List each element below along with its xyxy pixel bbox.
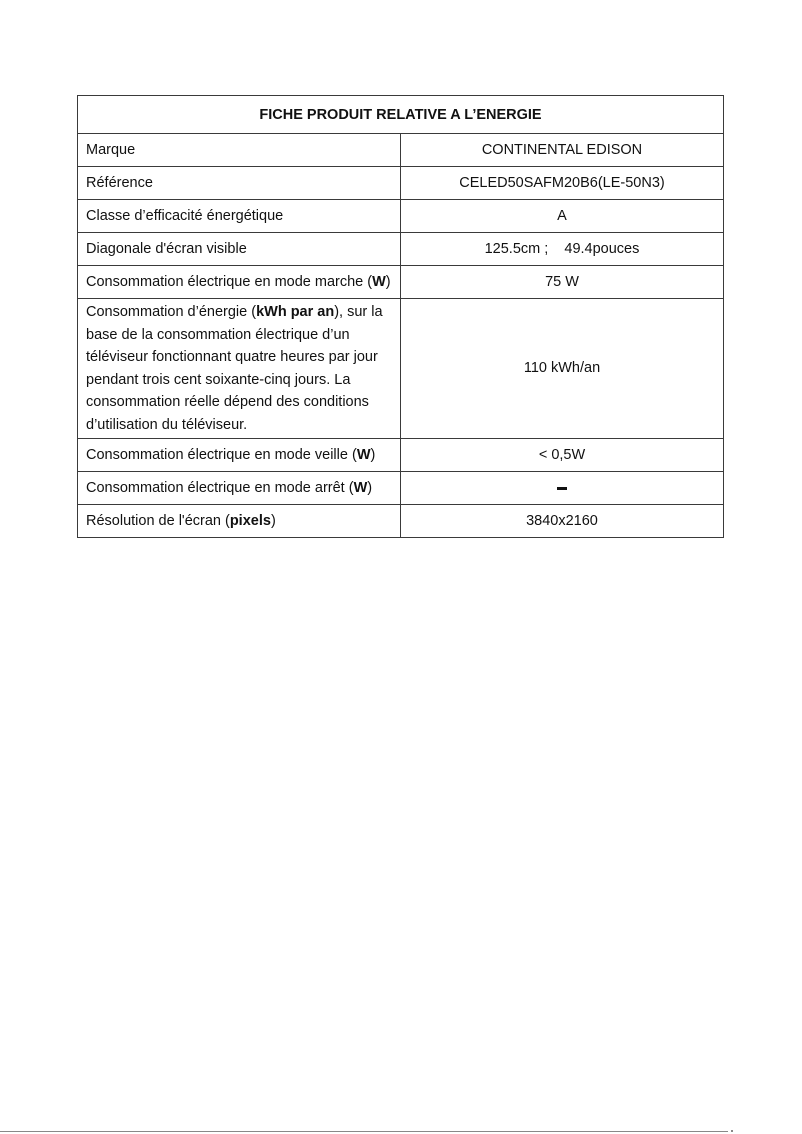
table-row: [78, 299, 724, 439]
footer-rule: [0, 1131, 728, 1132]
row-value-off-mode-power: [401, 472, 724, 505]
label-text-pre: Consommation électrique en mode veille (: [86, 447, 357, 463]
row-label-reference: Référence: [78, 167, 401, 200]
row-value-standby-power: < 0,5W: [401, 439, 724, 472]
dash-icon: [557, 487, 567, 490]
label-text-pre: Consommation électrique en mode marche (: [86, 274, 373, 290]
row-label-on-mode-power: [78, 266, 401, 299]
sheet-header-row: [78, 96, 724, 134]
table-row: [78, 505, 724, 538]
footer-dot: [731, 1130, 733, 1132]
table-row: [78, 439, 724, 472]
row-value-screen-diagonal: [401, 233, 724, 266]
row-value-energy-class: A: [401, 200, 724, 233]
label-text-bold: W: [372, 274, 386, 290]
label-text-pre: Consommation d’énergie (: [86, 304, 257, 320]
label-text-post: ): [367, 480, 373, 496]
label-text-pre: Consommation électrique en mode arrêt (: [86, 480, 354, 496]
table-row: [78, 266, 724, 299]
screen-diagonal-text: 125.5cm ; 49.4pouces: [484, 241, 640, 257]
label-text-post: ): [370, 447, 376, 463]
table-row: [78, 200, 724, 233]
label-text-post: ), sur la base de la consommation électrique d’un téléviseur fonctionnant quatre heures par jour pendant trois cent soixante-cinq jours. La consommation réelle dépend des conditions d’utilisation du téléviseur.: [86, 304, 383, 433]
row-label-annual-energy: [78, 299, 401, 439]
label-text-bold: kWh par an: [256, 304, 335, 320]
row-value-on-mode-power: 75 W: [401, 266, 724, 299]
label-text-pre: Résolution de l'écran (: [86, 513, 230, 529]
row-label-off-mode-power: [78, 472, 401, 505]
row-value-brand: CONTINENTAL EDISON: [401, 134, 724, 167]
row-label-screen-resolution: [78, 505, 401, 538]
row-value-annual-energy: 110 kWh/an: [401, 299, 724, 439]
label-text-post: ): [385, 274, 391, 290]
table-row: [78, 167, 724, 200]
row-label-energy-class: Classe d’efficacité énergétique: [78, 200, 401, 233]
table-row: [78, 233, 724, 266]
label-text-bold: W: [353, 480, 368, 496]
row-label-standby-power: [78, 439, 401, 472]
row-label-brand: Marque: [78, 134, 401, 167]
table-row: [78, 472, 724, 505]
row-label-screen-diagonal: Diagonale d'écran visible: [78, 233, 401, 266]
label-text-bold: W: [356, 447, 371, 463]
label-text-bold: pixels: [229, 513, 271, 529]
energy-product-sheet: [77, 95, 724, 538]
label-text-post: ): [270, 513, 276, 529]
table-row: [78, 134, 724, 167]
sheet-title: FICHE PRODUIT RELATIVE A L’ENERGIE: [78, 96, 724, 134]
row-value-screen-resolution: 3840x2160: [401, 505, 724, 538]
row-value-reference: CELED50SAFM20B6(LE-50N3): [401, 167, 724, 200]
